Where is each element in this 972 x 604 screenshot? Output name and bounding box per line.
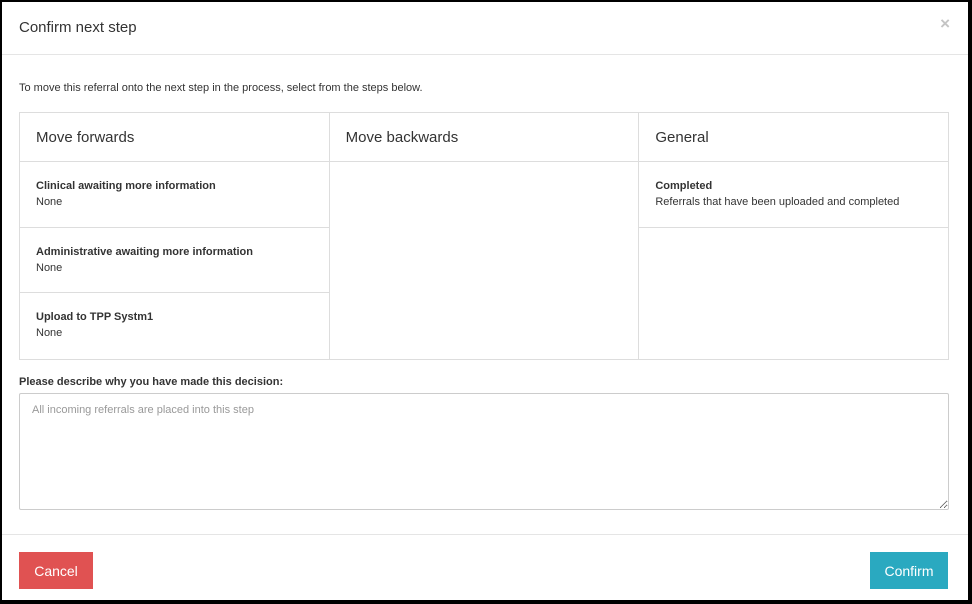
- steps-table: [19, 112, 949, 360]
- step-title: Completed: [655, 180, 713, 192]
- reason-textarea[interactable]: [19, 393, 949, 510]
- step-option[interactable]: [20, 228, 329, 294]
- modal-title: Confirm next step: [19, 19, 137, 36]
- intro-text: To move this referral onto the next step in the process, select from the steps below.: [19, 82, 423, 94]
- confirm-button[interactable]: Confirm: [870, 552, 948, 589]
- column-move-backwards: [330, 113, 640, 359]
- column-move-forwards: [20, 113, 330, 359]
- reason-label: Please describe why you have made this decision:: [19, 376, 284, 388]
- step-option[interactable]: [20, 162, 329, 228]
- step-title: Clinical awaiting more information: [36, 179, 216, 192]
- column-heading: Move backwards: [330, 113, 639, 162]
- column-heading: Move forwards: [20, 113, 329, 162]
- confirm-next-step-modal: [2, 2, 968, 600]
- step-description: Referrals that have been uploaded and completed: [655, 196, 900, 208]
- column-heading: General: [639, 113, 948, 162]
- column-general: [639, 113, 948, 359]
- step-description: None: [36, 261, 63, 274]
- step-description: None: [36, 327, 63, 340]
- step-title: Upload to TPP Systm1: [36, 311, 154, 324]
- step-title: Administrative awaiting more information: [36, 245, 253, 258]
- step-option[interactable]: [639, 162, 948, 228]
- step-description: None: [36, 195, 63, 208]
- step-option[interactable]: [20, 293, 329, 359]
- cancel-button[interactable]: Cancel: [19, 552, 93, 589]
- close-icon[interactable]: ×: [940, 14, 950, 33]
- modal-footer: [2, 534, 968, 600]
- modal-header: [2, 2, 968, 55]
